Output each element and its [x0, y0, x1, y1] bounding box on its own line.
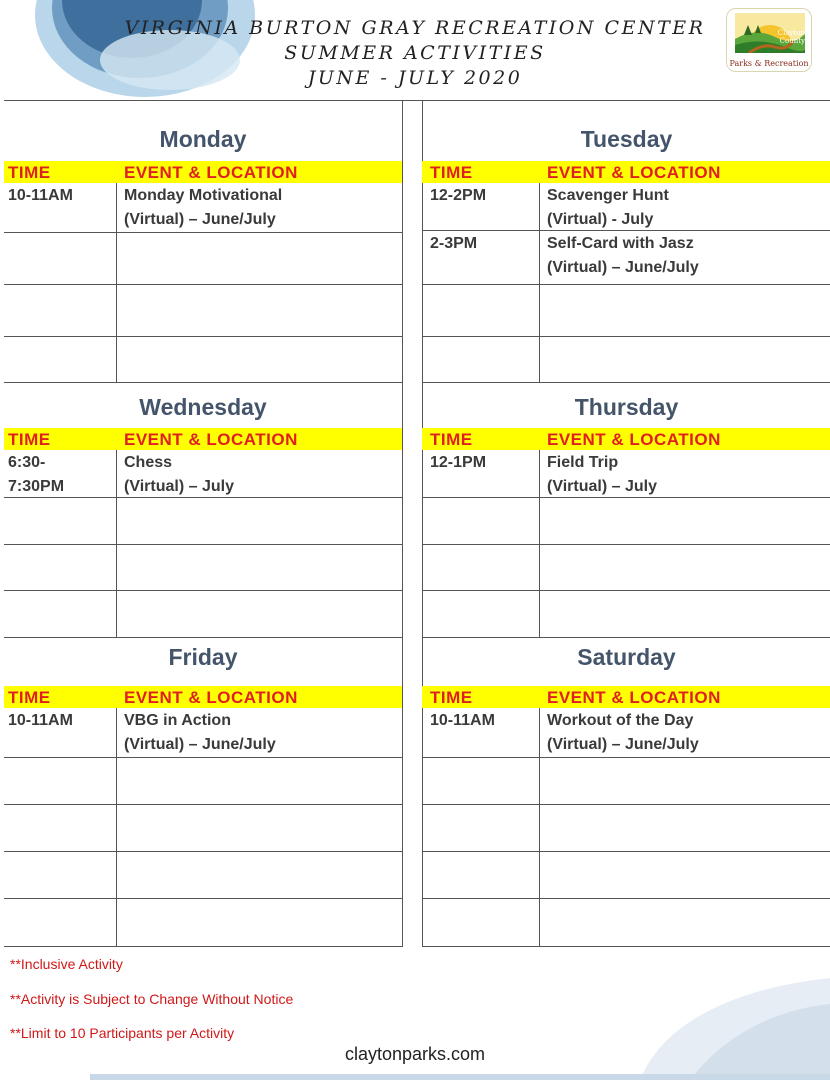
event-location: (Virtual) – July — [124, 478, 234, 495]
event-cell — [124, 451, 234, 499]
column-header-row — [422, 686, 830, 708]
table-row — [4, 805, 402, 852]
table-row — [4, 233, 402, 285]
note-subject-to-change: **Activity is Subject to Change Without Notice — [10, 990, 294, 1007]
day-block-friday — [4, 638, 402, 947]
table-row — [4, 545, 402, 591]
table-row — [4, 852, 402, 899]
event-name: Monday Motivational — [124, 187, 283, 204]
table-row — [422, 231, 830, 285]
event-location: (Virtual) - July — [547, 211, 654, 228]
table-row — [422, 545, 830, 591]
time-cell: 12-2PM — [430, 187, 487, 204]
event-cell — [547, 232, 699, 280]
time-cell: 12-1PM — [430, 454, 487, 471]
table-row — [4, 498, 402, 545]
time-column-header: TIME — [430, 430, 473, 449]
table-row — [422, 337, 830, 383]
day-block-saturday — [422, 638, 830, 947]
table-row — [4, 708, 402, 758]
event-column-header: EVENT & LOCATION — [124, 688, 298, 707]
time-cell: 2-3PM — [430, 235, 478, 252]
day-title-monday: Monday — [159, 126, 247, 152]
day-title-wednesday: Wednesday — [139, 394, 267, 420]
event-name: VBG in Action — [124, 712, 231, 729]
event-name: Self-Card with Jasz — [547, 235, 694, 252]
day-block-wednesday — [4, 383, 402, 638]
event-cell — [547, 709, 699, 757]
table-row — [4, 337, 402, 383]
parks-recreation-logo — [726, 8, 812, 72]
event-name: Workout of the Day — [547, 712, 694, 729]
table-row — [422, 852, 830, 899]
time-column-header: TIME — [8, 688, 51, 707]
logo-county-text: Clayton County — [777, 29, 805, 45]
column-header-row — [4, 161, 402, 183]
event-column-header: EVENT & LOCATION — [124, 430, 298, 449]
time-cell: 10-11AM — [430, 712, 495, 729]
time-column-header: TIME — [8, 430, 51, 449]
event-location: (Virtual) – June/July — [124, 211, 276, 228]
time-cell: 10-11AM — [8, 712, 73, 729]
event-location: (Virtual) – June/July — [124, 736, 276, 753]
event-column-header: EVENT & LOCATION — [547, 430, 721, 449]
notes-list — [10, 955, 293, 1059]
table-row — [422, 805, 830, 852]
table-row — [422, 899, 830, 947]
website-link[interactable]: claytonparks.com — [344, 1044, 486, 1064]
table-row — [422, 591, 830, 638]
day-block-monday — [4, 100, 402, 383]
time-column-header: TIME — [430, 688, 473, 707]
event-name: Chess — [124, 454, 173, 471]
event-column-header: EVENT & LOCATION — [547, 688, 721, 707]
table-row — [4, 285, 402, 337]
time-end: 7:30PM — [8, 478, 65, 495]
table-row — [4, 899, 402, 947]
table-row — [422, 498, 830, 545]
event-location: (Virtual) – July — [547, 478, 657, 495]
event-cell — [124, 184, 282, 232]
column-gap-left-line — [402, 100, 403, 947]
event-name: Scavenger Hunt — [547, 187, 669, 204]
column-header-row — [422, 428, 830, 450]
time-start: 6:30- — [8, 454, 46, 471]
event-cell — [124, 709, 276, 757]
schedule-grid — [4, 100, 830, 947]
day-block-thursday — [422, 383, 830, 638]
event-name: Field Trip — [547, 454, 619, 471]
event-cell — [547, 184, 669, 232]
table-row — [4, 183, 402, 233]
day-title-saturday: Saturday — [577, 644, 676, 670]
activities-title: SUMMER ACTIVITIES — [284, 42, 546, 64]
table-row — [4, 758, 402, 805]
table-row — [4, 591, 402, 638]
column-header-row — [4, 686, 402, 708]
table-row — [4, 450, 402, 498]
table-row — [422, 183, 830, 231]
note-inclusive: **Inclusive Activity — [10, 956, 123, 972]
day-title-tuesday: Tuesday — [580, 126, 673, 152]
logo-band-text: Parks & Recreation — [727, 57, 811, 71]
event-cell — [547, 451, 657, 499]
time-column-header: TIME — [8, 163, 51, 182]
day-title-friday: Friday — [168, 644, 238, 670]
time-cell: 10-11AM — [8, 187, 73, 204]
note-participant-limit: **Limit to 10 Participants per Activity — [10, 1025, 235, 1041]
event-column-header: EVENT & LOCATION — [124, 163, 298, 182]
time-cell — [8, 451, 64, 499]
event-location: (Virtual) – June/July — [547, 736, 699, 753]
date-range-title: JUNE - JULY 2020 — [307, 67, 523, 89]
event-column-header: EVENT & LOCATION — [547, 163, 721, 182]
day-title-thursday: Thursday — [574, 394, 679, 420]
table-row — [422, 285, 830, 337]
center-title: VIRGINIA BURTON GRAY RECREATION CENTER — [124, 17, 706, 39]
page-header — [0, 16, 830, 100]
column-header-row — [422, 161, 830, 183]
time-column-header: TIME — [430, 163, 473, 182]
event-location: (Virtual) – June/July — [547, 259, 699, 276]
table-row — [422, 708, 830, 758]
day-block-tuesday — [422, 100, 830, 383]
table-row — [422, 450, 830, 498]
table-row — [422, 758, 830, 805]
column-header-row — [4, 428, 402, 450]
